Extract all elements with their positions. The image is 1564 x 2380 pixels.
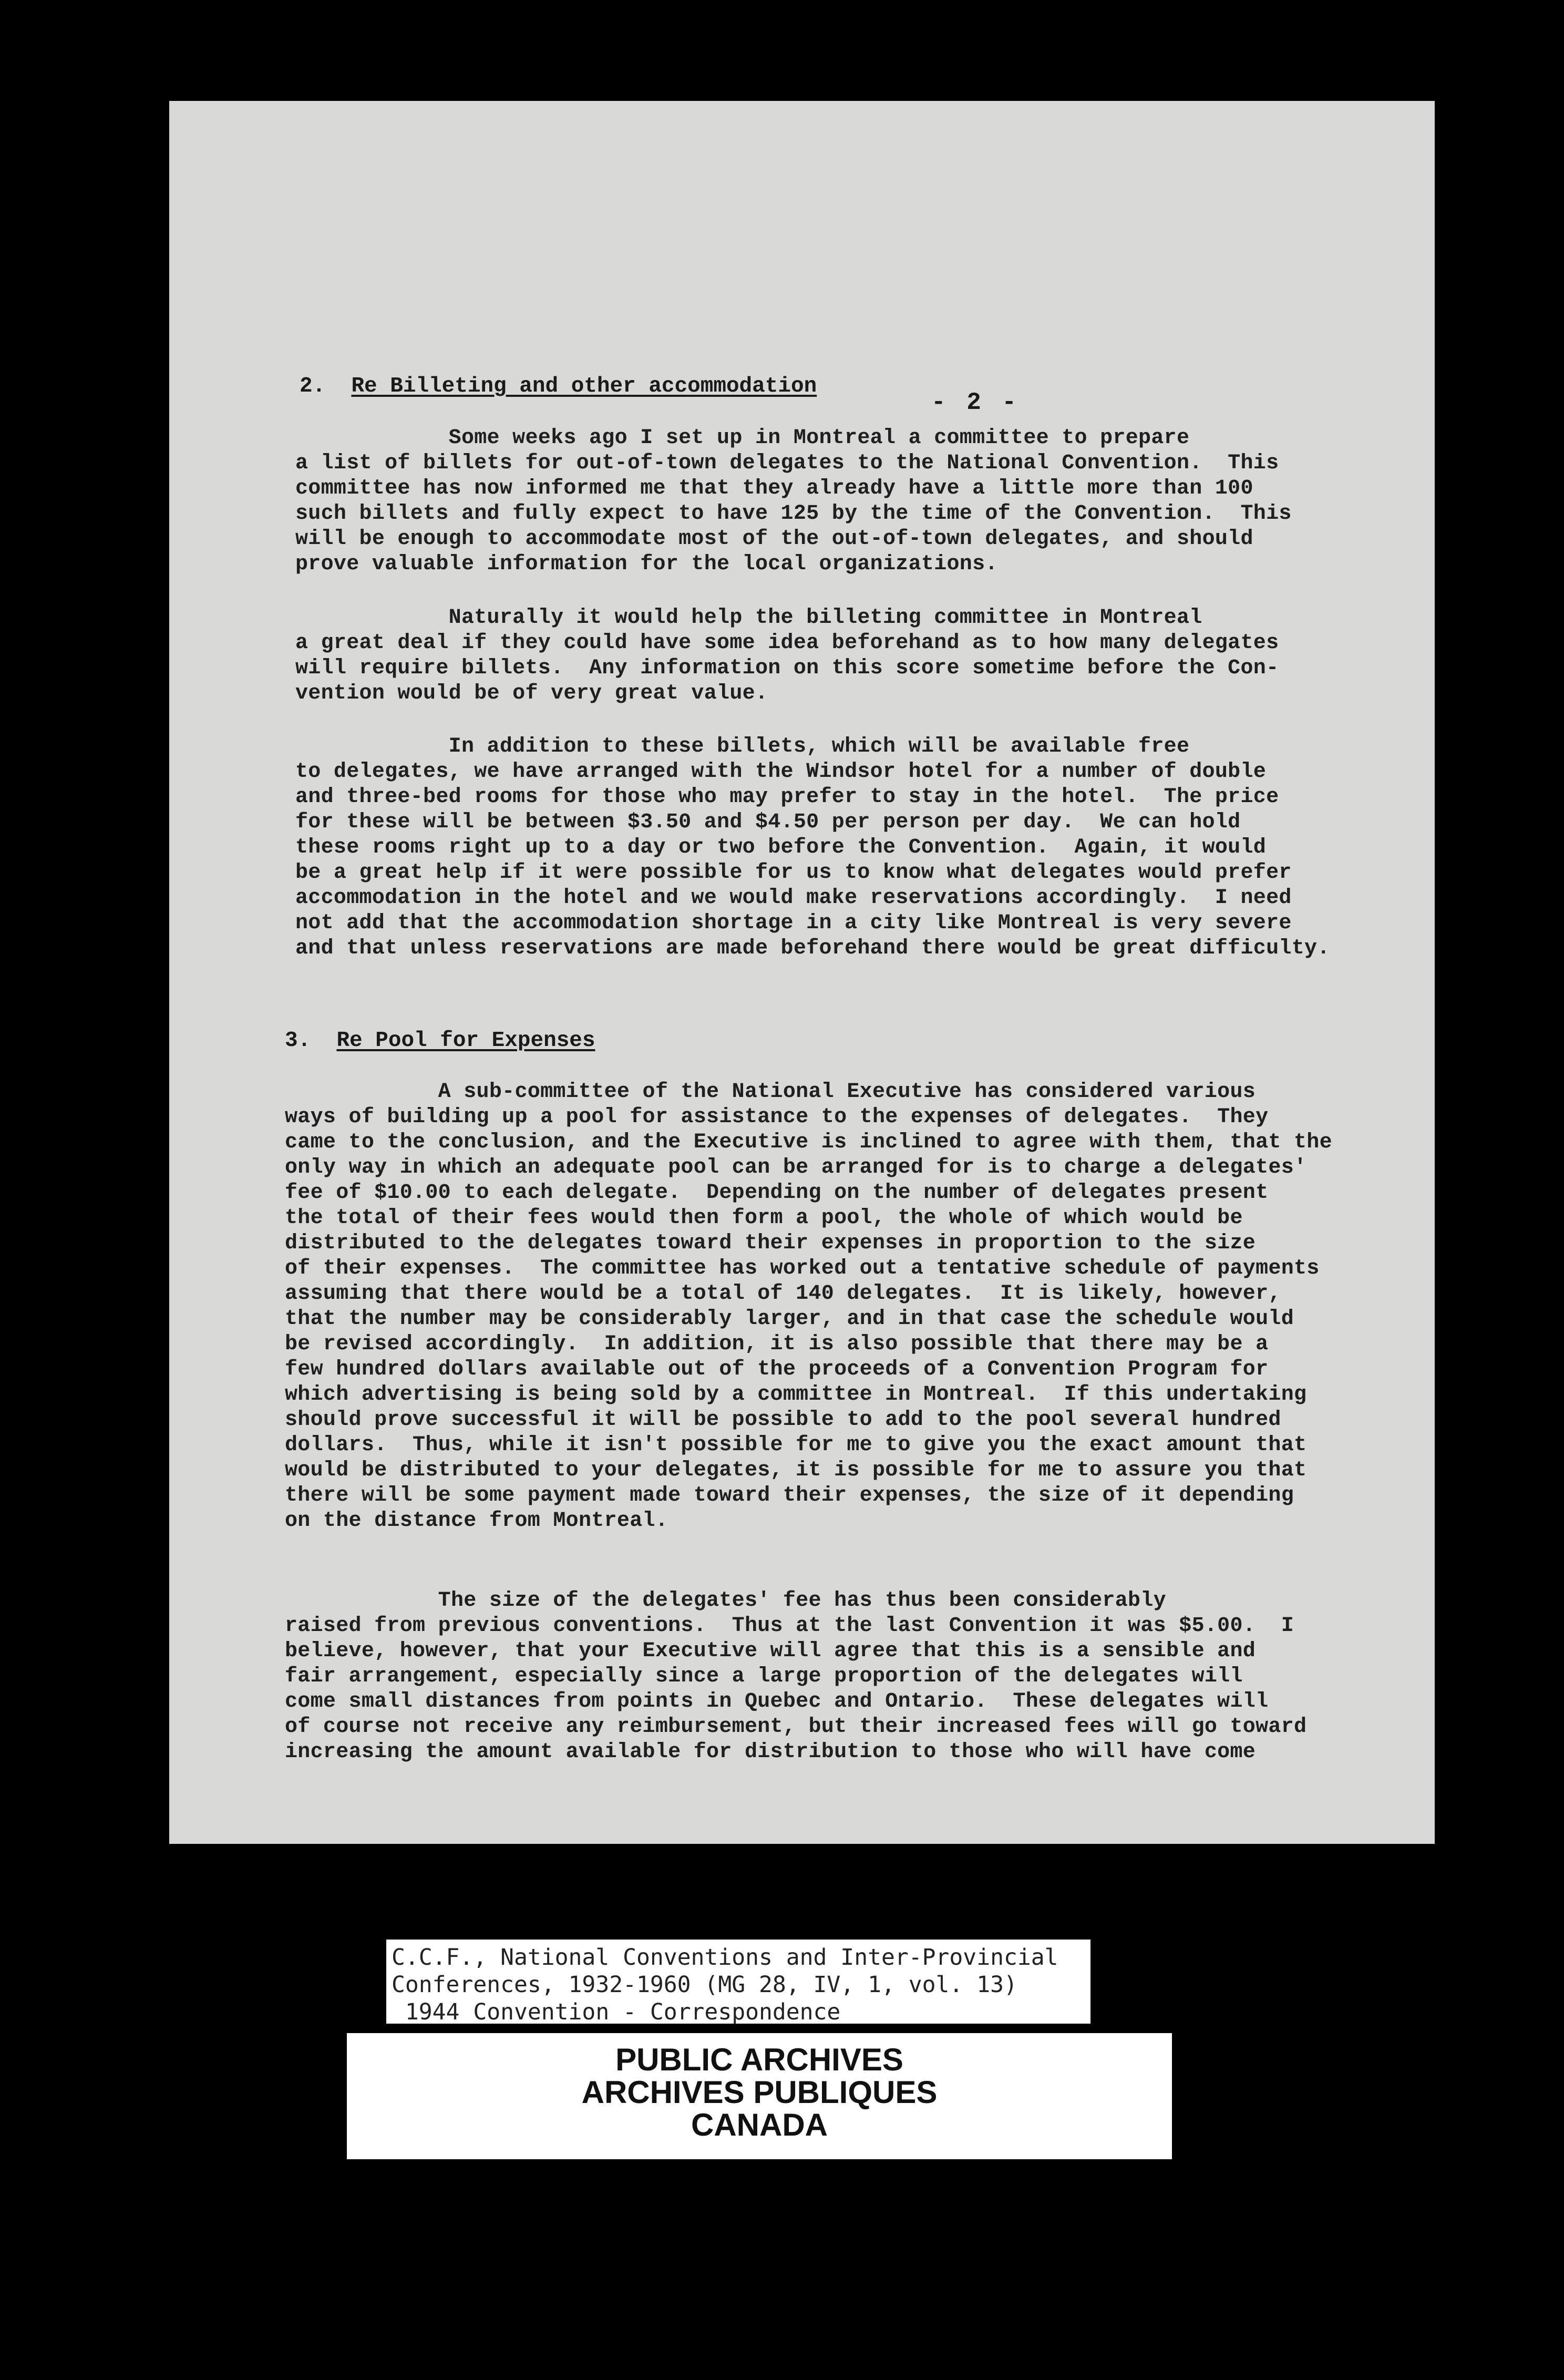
- catalog-line: C.C.F., National Conventions and Inter-Provincial: [392, 1944, 1058, 1971]
- text-line: the total of their fees would then form a pool, the whole of which would be: [285, 1206, 1243, 1230]
- catalog-line: 1944 Convention - Correspondence: [392, 1999, 841, 2025]
- paragraph-pool: [285, 1080, 1332, 1534]
- text-line: will require billets. Any information on this score sometime before the Con-: [295, 656, 1279, 680]
- document-page: [169, 101, 1435, 1844]
- text-line: that the number may be considerably larger, and in that case the schedule would: [285, 1307, 1294, 1331]
- text-line: In addition to these billets, which will be available free: [295, 735, 1190, 758]
- text-line: ways of building up a pool for assistance to the expenses of delegates. They: [285, 1105, 1269, 1129]
- text-line: to delegates, we have arranged with the Windsor hotel for a number of double: [295, 760, 1267, 784]
- text-line: come small distances from points in Quebec and Ontario. These delegates will: [285, 1690, 1269, 1714]
- text-line: increasing the amount available for distribution to those who will have come: [285, 1740, 1256, 1764]
- text-line: prove valuable information for the local organizations.: [295, 552, 998, 576]
- text-line: few hundred dollars available out of the proceeds of a Convention Program for: [285, 1358, 1269, 1381]
- text-line: committee has now informed me that they already have a little more than 100: [295, 477, 1253, 500]
- text-line: a list of billets for out-of-town delegates to the National Convention. This: [295, 452, 1279, 475]
- text-line: and three-bed rooms for those who may prefer to stay in the hotel. The price: [295, 785, 1279, 809]
- section-heading-billeting: [300, 374, 817, 398]
- text-line: fair arrangement, especially since a large proportion of the delegates will: [285, 1665, 1243, 1688]
- section-heading-pool: [285, 1029, 595, 1053]
- paragraph-billets-info: [295, 606, 1279, 706]
- text-line: raised from previous conventions. Thus at the last Convention it was $5.00. I: [285, 1614, 1294, 1638]
- text-line: would be distributed to your delegates, it is possible for me to assure you that: [285, 1459, 1307, 1482]
- text-line: on the distance from Montreal.: [285, 1509, 668, 1533]
- archives-stamp: [347, 2033, 1172, 2159]
- section-title: Re Billeting and other accommodation: [351, 374, 817, 398]
- catalog-line: Conferences, 1932-1960 (MG 28, IV, 1, vol. 13): [392, 1972, 1017, 1998]
- page-number: - 2 -: [931, 389, 1020, 416]
- paragraph-billets-committee: [295, 426, 1292, 577]
- section-title: Re Pool for Expenses: [336, 1029, 595, 1053]
- text-line: be revised accordingly. In addition, it is also possible that there may be a: [285, 1332, 1269, 1356]
- text-line: will be enough to accommodate most of the out-of-town delegates, and should: [295, 527, 1253, 551]
- text-line: Some weeks ago I set up in Montreal a committee to prepare: [295, 426, 1190, 450]
- text-line: came to the conclusion, and the Executive is inclined to agree with them, that the: [285, 1131, 1332, 1154]
- text-line: should prove successful it will be possible to add to the pool several hundred: [285, 1408, 1281, 1432]
- text-line: these rooms right up to a day or two before the Convention. Again, it would: [295, 836, 1267, 859]
- stamp-line: PUBLIC ARCHIVES: [615, 2042, 903, 2077]
- text-line: and that unless reservations are made beforehand there would be great difficulty.: [295, 937, 1330, 960]
- text-line: for these will be between $3.50 and $4.50 per person per day. We can hold: [295, 811, 1241, 834]
- text-line: dollars. Thus, while it isn't possible for me to give you the exact amount that: [285, 1433, 1307, 1457]
- text-line: accommodation in the hotel and we would make reservations accordingly. I need: [295, 886, 1292, 910]
- stamp-line: ARCHIVES PUBLIQUES: [581, 2075, 938, 2110]
- section-number: 2.: [300, 374, 326, 398]
- section-number: 3.: [285, 1029, 311, 1053]
- text-line: fee of $10.00 to each delegate. Depending on the number of delegates present: [285, 1181, 1269, 1205]
- text-line: vention would be of very great value.: [295, 682, 768, 705]
- text-line: there will be some payment made toward their expenses, the size of it depending: [285, 1484, 1294, 1507]
- text-line: which advertising is being sold by a committee in Montreal. If this undertaking: [285, 1383, 1307, 1407]
- text-line: be a great help if it were possible for us to know what delegates would prefer: [295, 861, 1292, 885]
- text-line: not add that the accommodation shortage in a city like Montreal is very severe: [295, 911, 1292, 935]
- text-line: assuming that there would be a total of 140 delegates. It is likely, however,: [285, 1282, 1281, 1306]
- text-line: such billets and fully expect to have 125 by the time of the Convention. This: [295, 502, 1292, 526]
- text-line: The size of the delegates' fee has thus been considerably: [285, 1589, 1166, 1613]
- text-line: A sub-committee of the National Executive has considered various: [285, 1080, 1256, 1104]
- catalog-label: [386, 1940, 1090, 2024]
- text-line: distributed to the delegates toward their expenses in proportion to the size: [285, 1232, 1256, 1255]
- paragraph-fee: [285, 1588, 1306, 1765]
- text-line: a great deal if they could have some idea beforehand as to how many delegates: [295, 631, 1279, 655]
- text-line: only way in which an adequate pool can be arranged for is to charge a delegates': [285, 1156, 1307, 1179]
- text-line: of course not receive any reimbursement, but their increased fees will go toward: [285, 1715, 1307, 1739]
- text-line: Naturally it would help the billeting committee in Montreal: [295, 606, 1202, 630]
- paragraph-hotel: [295, 734, 1330, 961]
- text-line: of their expenses. The committee has worked out a tentative schedule of payments: [285, 1257, 1320, 1280]
- text-line: believe, however, that your Executive will agree that this is a sensible and: [285, 1639, 1256, 1663]
- stamp-line: CANADA: [691, 2107, 828, 2142]
